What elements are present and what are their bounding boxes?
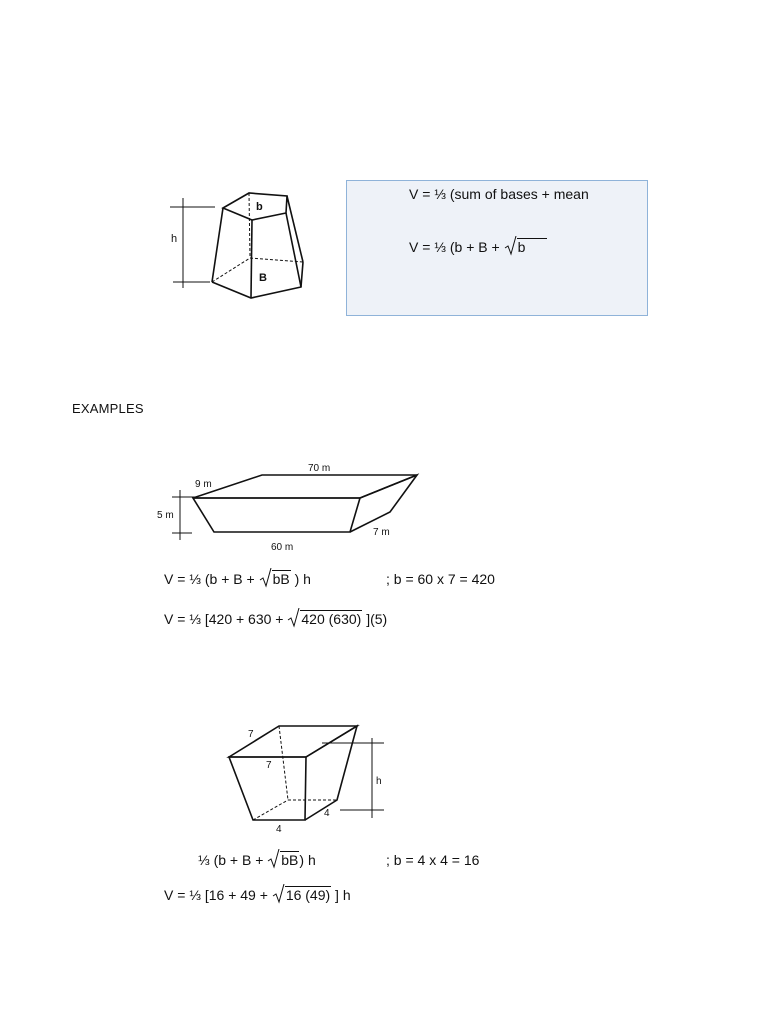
ex1-eq2-pre: V = ⅓ [420 + 630 + [164,611,288,627]
ex2-eq2-pre: V = ⅓ [16 + 49 + [164,887,272,903]
radicand: bB [281,852,299,868]
ex1-front-face [193,498,360,532]
ex2-dim-base-front: 4 [276,824,282,835]
ex1-dim-width: 9 m [195,479,212,490]
ex2-equation-1 [198,851,316,869]
ex1-dim-height: 5 m [157,510,174,521]
ex2-dim-height: h [376,776,382,787]
ex1-dim-depth: 7 m [373,527,390,538]
formula-box [346,180,648,316]
top-base [223,193,287,220]
sqrt-icon [259,568,272,588]
ex1-eq2-post: ](5) [362,611,388,627]
ex2-eq1-post: ) h [299,852,316,868]
formula-line-2 [409,238,547,256]
label-h: h [171,233,178,245]
ex1-equation-1 [164,570,311,588]
ex2-equation-2 [164,886,351,904]
radicand: bB [272,571,290,587]
ex1-eq1-post: ) h [290,571,311,587]
examples-heading: EXAMPLES [72,401,144,416]
example2-figure [220,715,400,840]
sqrt-icon [267,849,280,869]
radicand: 420 (630) [301,611,362,627]
ex2-dim-top-inner: 7 [266,760,272,771]
radical [267,851,299,869]
edge-left [212,208,223,282]
ex2-hidden-1 [279,726,288,800]
edge-front [251,220,252,298]
sqrt-icon [287,608,300,628]
radical [504,238,548,256]
ex1-equation-1-note: ; b = 60 x 7 = 420 [386,571,495,587]
hidden-edge-3 [249,193,250,258]
radicand: b [517,238,548,255]
ex1-side-face [350,475,417,532]
radical [272,886,331,904]
ex1-equation-2 [164,610,387,628]
formula-line-2-text: V = ⅓ (b + B + [409,239,504,255]
hidden-edge-1 [212,258,250,282]
ex2-equation-1-note: ; b = 4 x 4 = 16 [386,852,480,868]
sqrt-icon [504,236,517,256]
ex1-eq1-pre: V = ⅓ (b + B + [164,571,259,587]
ex1-dim-top: 70 m [308,463,331,474]
label-B: B [259,272,267,284]
sqrt-icon [272,884,285,904]
radicand: 16 (49) [285,887,331,903]
ex2-dim-base-side: 4 [324,808,330,819]
bottom-base-visible [212,262,303,298]
ex2-dim-top-side: 7 [248,729,254,740]
ex2-side-face [305,726,357,820]
ex1-dim-bottom: 60 m [271,542,294,553]
ex2-eq2-post: ] h [331,887,351,903]
example1-figure [150,455,430,555]
formula-line-1: V = ⅓ (sum of bases + mean [409,186,589,202]
label-b: b [256,201,263,213]
radical [259,570,291,588]
frustum-figure [165,185,315,305]
ex2-hidden-2 [253,800,288,820]
ex2-eq1-pre: ⅓ (b + B + [198,852,268,868]
ex1-top-face [193,475,417,498]
radical [287,610,362,628]
